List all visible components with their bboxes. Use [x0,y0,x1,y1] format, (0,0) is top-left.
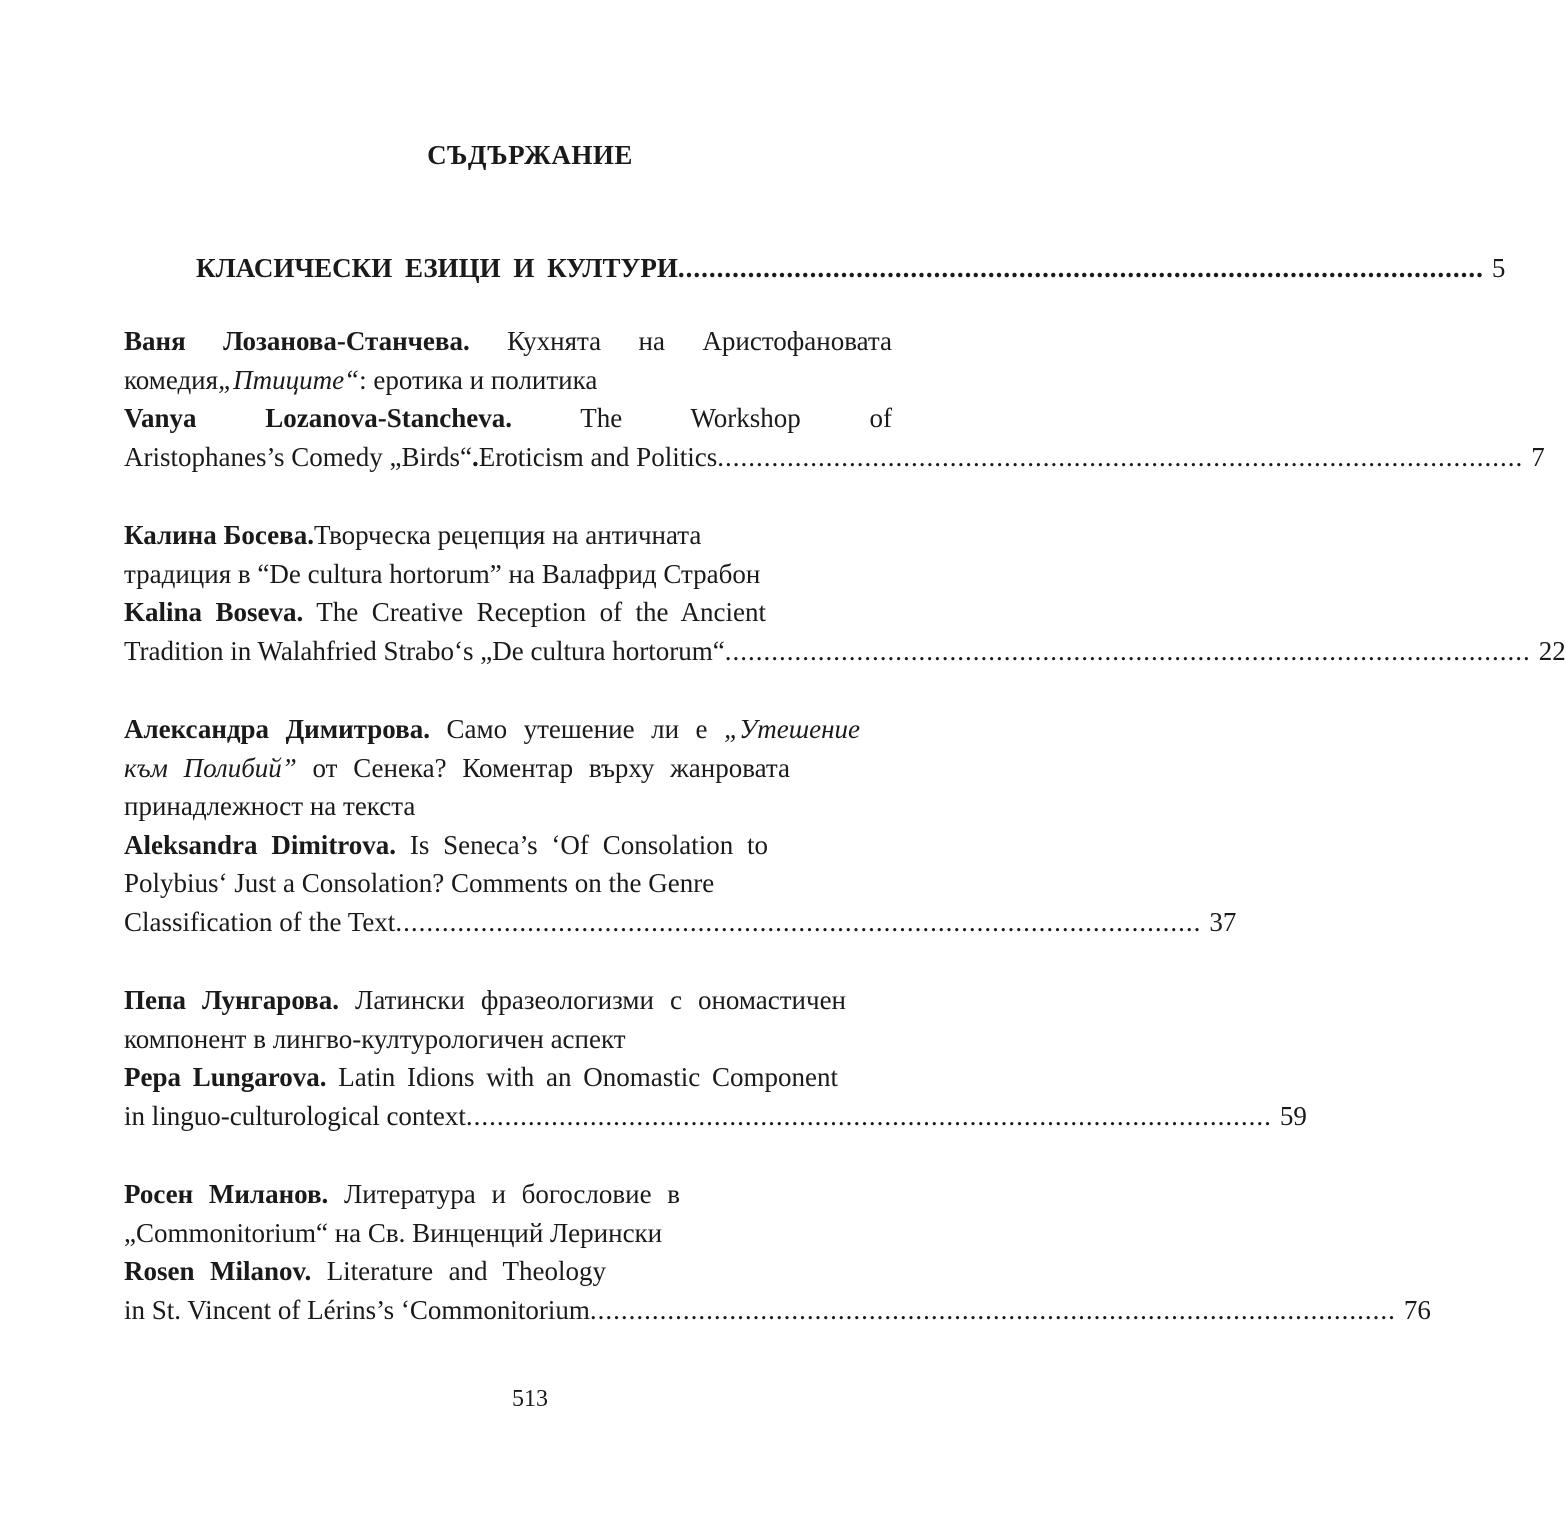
entry-title-text: „Commonitorium“ на Св. Винценций Лерински [124,1217,663,1248]
entry-title-text: принадлежност на текста [124,791,416,821]
author-name: Kalina Boseva. [124,597,304,627]
entry-title-text: Aristophanes’s Comedy „Birds“ [124,441,472,472]
italic-title: към Полибий” [124,752,297,783]
entry-title-text: Eroticism and Politics [478,441,718,472]
entry-title-text: Classification of the Text [124,906,396,937]
entry-line [124,710,860,749]
entry-title-text: Кухнята на Аристофановата [469,326,892,356]
toc-entries [124,322,1566,1369]
author-name: Vanya Lozanova-Stancheva. [124,403,513,433]
entry-title-text: традиция в “De cultura hortorum” на Валафрид Страбон [124,558,761,589]
entry-title-text: Литература и богословие в [328,1179,680,1209]
entry-line [124,1175,680,1214]
entry-line [124,322,892,361]
section-page-number: 5 [1491,253,1506,283]
dot-leader: ........................................................................................................ [395,906,1202,937]
entry-page-number: 59 [1279,1100,1307,1131]
author-name: Калина Босева. [124,520,314,550]
italic-title: „Птиците“ [218,364,360,395]
entry-title-text: Latin Idions with an Onomastic Component [326,1062,838,1092]
author-name: Rosen Milanov. [124,1256,312,1286]
toc-entry [124,322,1545,476]
entry-title-text: компонент в лингво-културологичен аспект [124,1023,626,1054]
entry-line [124,1252,606,1291]
entry-line [124,1020,892,1059]
entry-title-text: Tradition in Walahfried Strabo‘s „De cultura hortorum“ [124,635,725,666]
entry-line-with-page [124,1097,1307,1136]
entry-title-text: The Creative Reception of the Ancient [303,597,766,627]
entry-page-number: 76 [1403,1294,1431,1325]
folio-page-number: 513 [512,1386,548,1412]
entry-line-with-page [124,632,1566,671]
entry-line [124,516,892,555]
entry-title-text: Творческа рецепция на античната [313,520,702,550]
entry-title-text: Polybius‘ Just a Consolation? Comments on the Genre [124,868,715,898]
toc-entry [124,1175,1431,1329]
toc-entry [124,516,1566,670]
entry-line-with-page [124,1291,1431,1330]
author-name: Пепа Лунгарова. [124,985,339,1015]
author-name: Ваня Лозанова-Станчева. [124,326,470,356]
entry-line [124,1214,892,1253]
entry-title-text: Латински фразеологизми с ономастичен [339,985,847,1015]
dot-leader: ........................................................................................................ [717,441,1524,472]
entry-title-text: комедия [124,364,219,395]
entry-line [124,826,768,865]
dot-leader: ........................................................................................................ [465,1100,1272,1131]
entry-title-text: The Workshop of [512,403,893,433]
italic-title: „Утешение [724,714,860,744]
dot-leader: ........................................................................................................ [724,635,1531,666]
dot-leader: ........................................................................................................ [677,253,1484,283]
toc-entry [124,710,1237,941]
entry-line [124,787,892,826]
page-title: СЪДЪРЖАНИЕ [427,140,633,170]
dot-leader: ........................................................................................................ [589,1294,1396,1325]
entry-line [124,864,892,903]
entry-title-text: in linguo-culturological context [124,1100,466,1131]
entry-title-text: Is Seneca’s ‘Of Consolation to [396,829,768,860]
entry-line [124,361,892,400]
author-name: Росен Миланов. [124,1179,329,1209]
entry-line-with-page [124,903,1237,942]
entry-line [124,749,790,788]
entry-title-text: Literature and Theology [311,1256,606,1286]
entry-title-text: Само утешение ли е [429,714,725,744]
entry-page-number: 22 [1538,635,1566,666]
entry-line [124,399,892,438]
entry-line [124,593,766,632]
entry-line [124,555,892,594]
entry-page-number: 7 [1531,441,1545,472]
entry-line-with-page [124,438,1545,477]
entry-line [124,981,846,1020]
entry-page-number: 37 [1209,906,1237,937]
entry-title-text: in St. Vincent of Lérins’s ‘Commonitorium [124,1294,590,1325]
entry-line [124,1058,838,1097]
bold-punctuation: . [471,441,479,472]
section-heading-row [196,249,1506,287]
toc-entry [124,981,1307,1135]
author-name: Александра Димитрова. [124,714,430,744]
author-name: Pepa Lungarova. [124,1062,327,1092]
entry-title-text: от Сенека? Коментар върху жанровата [296,752,791,783]
author-name: Aleksandra Dimitrova. [124,829,397,860]
section-title: КЛАСИЧЕСКИ ЕЗИЦИ И КУЛТУРИ [196,253,678,283]
entry-title-text: : еротика и политика [359,364,598,395]
